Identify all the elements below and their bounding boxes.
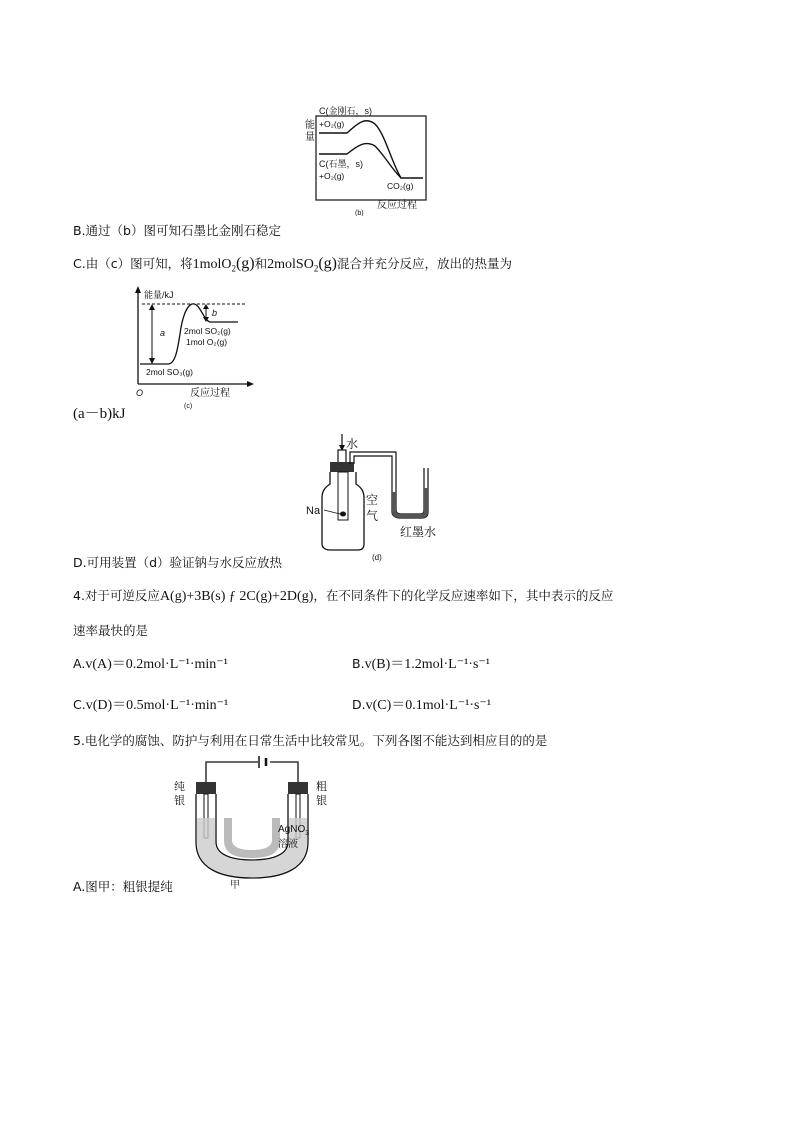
figure-jia-right-stopper [288, 782, 308, 794]
figure-jia-solution-label-1: AgNO$_3$ [278, 824, 310, 837]
figure-c-caption: (c) [184, 403, 193, 410]
q4-option-a-value: v(A)＝0.2mol·L⁻¹·min⁻¹ [85, 657, 228, 672]
figure-jia-right-label-2: 银 [316, 795, 327, 807]
figure-d-ink-label: 红墨水 [400, 525, 437, 539]
figure-jia-solution-label-2: 溶液 [278, 839, 298, 850]
figure-b-label-graphite-o2: +O₂(g) [319, 171, 345, 181]
option-c-o2-amount: 1molO [192, 257, 232, 272]
figure-b-ylabel-2: 量 [305, 132, 315, 143]
figure-c-x-arrow [247, 381, 254, 387]
figure-b-label-graphite: C(石墨，s) [319, 159, 363, 169]
option-c-prefix: C.由（c）图可知，将 [73, 256, 193, 271]
q4-option-c-letter: C. [73, 697, 86, 712]
option-c-and: 和 [254, 256, 268, 271]
figure-c-b-arrow-head-top [203, 304, 209, 309]
figure-d-na-label: Na [306, 505, 321, 517]
figure-d-u-tube-outer [392, 468, 428, 518]
figure-jia-left-stopper [196, 782, 216, 794]
option-c-suffix: 混合并充分反应，放出的热量为 [336, 256, 512, 271]
option-c-so2-amount: 2molSO [267, 257, 314, 272]
figure-jia-wire-right [270, 762, 298, 782]
figure-jia-wire-left [206, 762, 258, 782]
figure-c-label-so2: 2mol SO₂(g) [184, 326, 231, 336]
figure-jia-solution [224, 818, 280, 858]
q4-stem-line-1 [73, 586, 613, 605]
option-c-so2-state: (g) [318, 255, 337, 272]
option-c-answer: (a－b)kJ [73, 406, 126, 422]
figure-d-sodium-piece [340, 512, 346, 517]
figure-c-energy-diagram [128, 284, 258, 410]
figure-d-apparatus [302, 432, 450, 564]
q4-equation: A(g)+3B(s) ƒ 2C(g)+2D(g) [159, 589, 314, 604]
q4-option-b [352, 653, 490, 673]
figure-c-ylabel: 能量/kJ [144, 290, 174, 300]
option-c-o2-state: (g) [235, 255, 255, 272]
figure-d-caption: (d) [372, 553, 382, 562]
q4-option-c [73, 694, 228, 714]
figure-jia-electrolysis [170, 756, 330, 890]
q4-option-d-value: v(C)＝0.1mol·L⁻¹·s⁻¹ [365, 698, 492, 713]
q5-option-a: A.图甲：粗银提纯 [73, 879, 173, 894]
figure-b-caption: (b) [355, 210, 364, 216]
q4-option-a [73, 653, 228, 673]
figure-c-a-arrow-head-bottom [149, 358, 155, 364]
q4-option-a-letter: A. [73, 656, 86, 671]
q4-option-d-letter: D. [352, 697, 366, 712]
figure-c-label-a: a [160, 328, 166, 338]
figure-c-origin: O [136, 388, 144, 398]
figure-d-water-label: 水 [346, 437, 359, 451]
q4-option-b-letter: B. [352, 656, 365, 671]
figure-c-a-arrow-head-top [149, 304, 155, 310]
figure-b-energy-diagram [305, 106, 430, 216]
q5-stem: 5.电化学的腐蚀、防护与利用在日常生活中比较常见。下列各图不能达到相应目的的是 [73, 733, 548, 748]
option-b-text: B.通过（b）图可知石墨比金刚石稳定 [73, 223, 281, 238]
option-c-line: C.由（c）图可知，将1molO$_2$(g)和2molSO$_2$(g)混合并充分反应，放出的热量为 [73, 255, 512, 274]
figure-b-label-diamond: C(金刚石，s) [319, 106, 372, 116]
figure-b-diamond-curve [319, 121, 423, 178]
figure-jia-caption: 甲 [230, 880, 240, 890]
figure-c-label-so3: 2mol SO₃(g) [146, 367, 193, 377]
q4-option-b-value: v(B)＝1.2mol·L⁻¹·s⁻¹ [364, 657, 491, 672]
figure-b-xlabel: 反应过程 [377, 200, 417, 211]
figure-d-air-label-2: 气 [366, 509, 379, 523]
figure-c-xlabel: 反应过程 [190, 388, 230, 399]
q4-stem-line-2: 速率最快的是 [73, 623, 149, 638]
figure-d-air-label-1: 空 [366, 493, 379, 507]
figure-c-label-b: b [212, 308, 218, 318]
figure-jia-left-label-1: 纯 [174, 781, 185, 793]
figure-b-label-co2: CO₂(g) [387, 181, 414, 191]
figure-b-label-diamond-o2: +O₂(g) [319, 119, 345, 129]
q4-stem-suffix: ，在不同条件下的化学反应速率如下，其中表示的反应 [313, 588, 614, 603]
figure-b-ylabel-1: 能 [305, 120, 315, 131]
figure-c-label-o2: 1mol O₂(g) [186, 337, 228, 347]
q4-option-c-value: v(D)＝0.5mol·L⁻¹·min⁻¹ [85, 698, 229, 713]
figure-c-y-arrow [135, 286, 141, 293]
option-d-text: D.可用装置（d）验证钠与水反应放热 [73, 555, 283, 570]
q4-stem-prefix: 4.对于可逆反应 [73, 588, 160, 603]
figure-d-u-tube-inner [396, 468, 424, 514]
figure-jia-right-label-1: 粗 [316, 781, 327, 793]
figure-jia-left-label-2: 银 [174, 795, 185, 807]
q4-option-d [352, 694, 491, 714]
